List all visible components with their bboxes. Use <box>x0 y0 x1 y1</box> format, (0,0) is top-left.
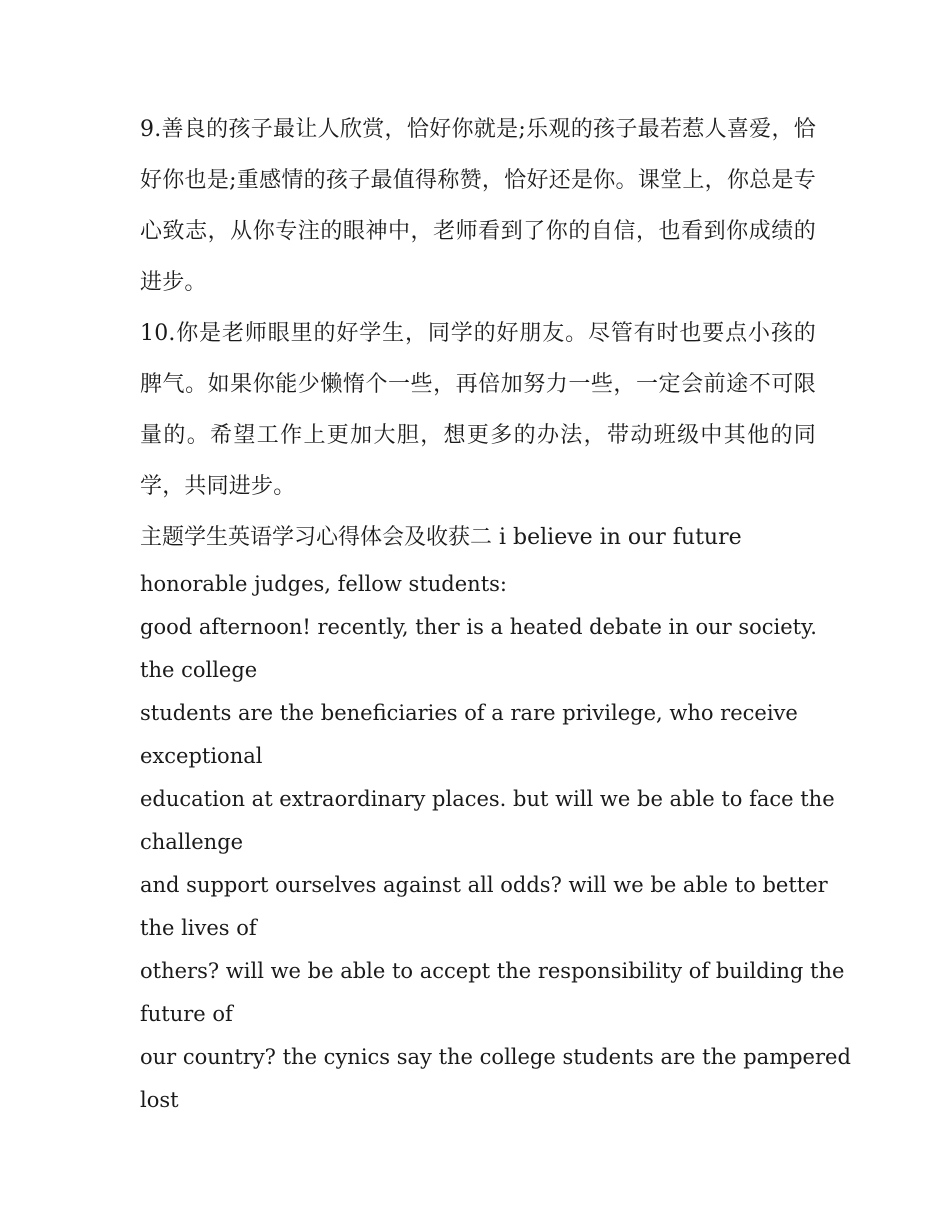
english-line: honorable judges, fellow students: <box>140 572 507 596</box>
english-line: future of <box>140 1002 233 1026</box>
english-line: good afternoon! recently, ther is a heated debate in our society. <box>140 615 817 639</box>
english-line: the lives of <box>140 916 257 940</box>
english-line: education at extraordinary places. but will we be able to face the <box>140 787 835 811</box>
section-title: 主题学生英语学习心得体会及收获二 i believe in our future <box>140 525 742 550</box>
english-line: the college <box>140 658 258 682</box>
english-line: lost <box>140 1088 179 1112</box>
english-text-block <box>140 563 851 1122</box>
english-line: challenge <box>140 830 244 854</box>
english-line: and support ourselves against all odds? will we be able to better <box>140 873 828 897</box>
english-line: others? will we be able to accept the responsibility of building the <box>140 959 845 983</box>
paragraph-9: 9.善良的孩子最让人欣赏，恰好你就是;乐观的孩子最若惹人喜爱，恰好你也是;重感情的孩子最值得称赞，恰好还是你。课堂上，你总是专心致志，从你专注的眼神中，老师看到了你的自信，也看到你成绩的进步。 <box>140 117 816 295</box>
english-line: students are the beneficiaries of a rare privilege, who receive <box>140 701 798 725</box>
paragraph-10: 10.你是老师眼里的好学生，同学的好朋友。尽管有时也要点小孩的脾气。如果你能少懒惰个一些，再倍加努力一些，一定会前途不可限量的。希望工作上更加大胆，想更多的办法，带动班级中其他的同学，共同进步。 <box>140 321 816 499</box>
document-content <box>140 104 851 1122</box>
english-line: exceptional <box>140 744 263 768</box>
english-line: our country? the cynics say the college students are the pampered <box>140 1045 851 1069</box>
